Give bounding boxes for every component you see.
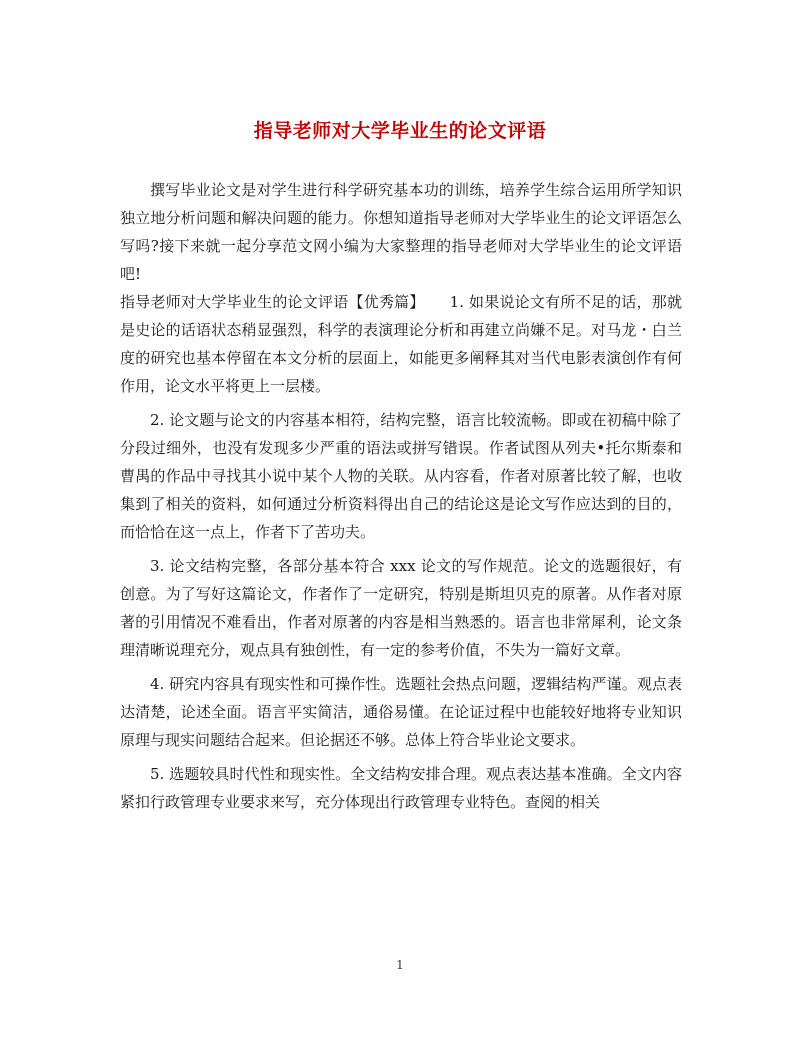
comment-item-1: 1. 如果说论文有所不足的话，那就是史论的话语状态稍显强烈，科学的表演理论分析和再建立尚嫌不足。对马龙・白兰度的研究也基本停留在本文分析的层面上，如能更多阐释其对当代电影表演创作有何作用，论文水平将更上一层楼。 [120,293,683,395]
comment-section [120,288,682,400]
comment-item-2: 2. 论文题与论文的内容基本相符，结构完整，语言比较流畅。即或在初稿中除了分段过细外，也没有发现多少严重的语法或拼写错误。作者试图从列夫•托尔斯泰和曹禺的作品中寻找其小说中某个人物的关联。从内容看，作者对原著比较了解，也收集到了相关的资料，如何通过分析资料得出自己的结论这是论文写作应达到的目的，而恰恰在这一点上，作者下了苦功夫。 [120,411,682,541]
section-heading: 指导老师对大学毕业生的论文评语【优秀篇】 [120,293,425,311]
document-body [120,176,682,816]
comment-item-5: 5. 选题较具时代性和现实性。全文结构安排合理。观点表达基本准确。全文内容紧扣行政管理专业要求来写，充分体现出行政管理专业特色。查阅的相关 [120,765,682,811]
comment-item-4: 4. 研究内容具有现实性和可操作性。选题社会热点问题，逻辑结构严谨。观点表达清楚，论述全面。语言平实简洁，通俗易懂。在论证过程中也能较好地将专业知识原理与现实问题结合起来。但论据还不够。总体上符合毕业论文要求。 [120,675,682,749]
comment-item-3: 3. 论文结构完整，各部分基本符合 xxx 论文的写作规范。论文的选题很好，有创意。为了写好这篇论文，作者作了一定研究，特别是斯坦贝克的原著。从作者对原著的引用情况不难看出，作者对原著的内容是相当熟悉的。语言也非常犀利，论文条理清晰说理充分，观点具有独创性，有一定的参考价值，不失为一篇好文章。 [120,557,682,659]
page-number: 1 [396,958,404,972]
intro-paragraph: 撰写毕业论文是对学生进行科学研究基本功的训练，培养学生综合运用所学知识独立地分析问题和解决问题的能力。你想知道指导老师对大学毕业生的论文评语怎么写吗?接下来就一起分享范文网小编为大家整理的指导老师对大学毕业生的论文评语吧! [120,181,682,283]
document-title: 指导老师对大学毕业生的论文评语 [253,120,547,142]
